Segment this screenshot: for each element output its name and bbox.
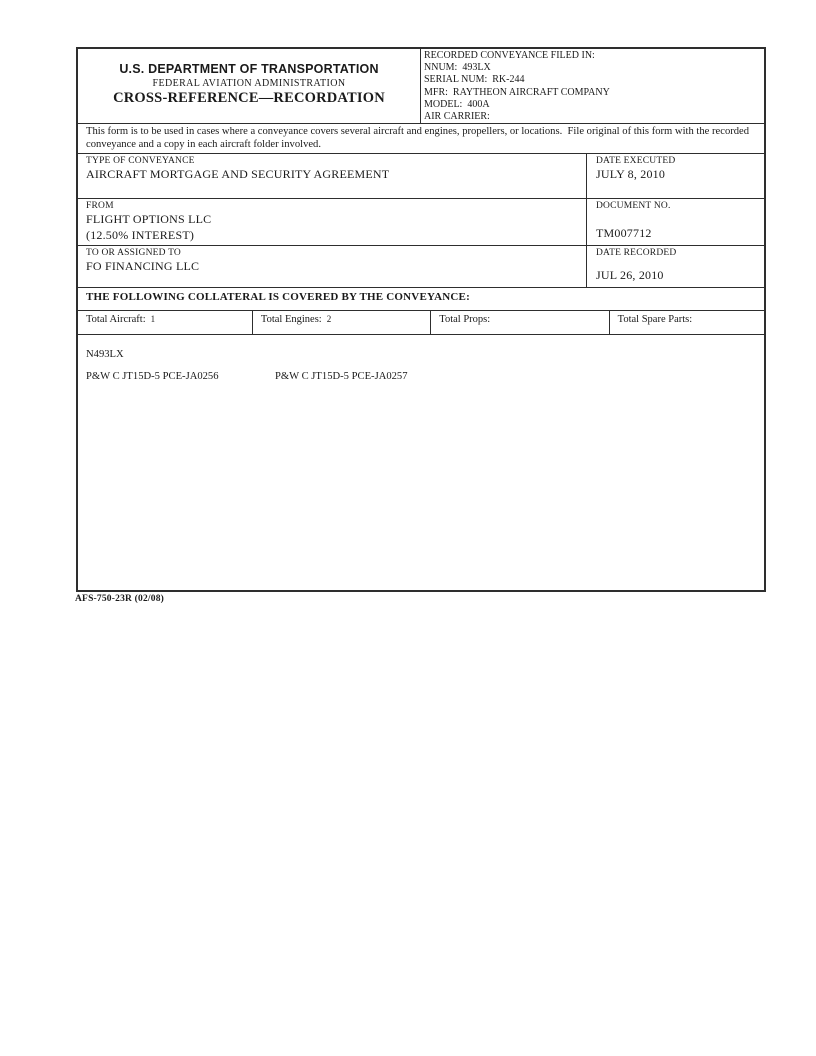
- recorded-box-title: RECORDED CONVEYANCE FILED IN:: [424, 50, 595, 61]
- from-value-line2: (12.50% INTEREST): [86, 228, 195, 243]
- totals-row: [78, 310, 764, 334]
- date-recorded-cell: [587, 246, 764, 287]
- total-engines-label: Total Engines:: [260, 314, 322, 326]
- department-title: U.S. DEPARTMENT OF TRANSPORTATION: [119, 61, 379, 76]
- total-spare-parts-cell: [610, 311, 764, 334]
- total-aircraft-label: Total Aircraft:: [86, 314, 146, 326]
- date-recorded-value: JUL 26, 2010: [596, 268, 664, 283]
- total-spare-parts-label: Total Spare Parts:: [617, 314, 693, 326]
- date-executed-cell: [587, 154, 764, 198]
- total-props-cell: [431, 311, 609, 334]
- form-box: [76, 47, 766, 592]
- recorded-box-air-carrier: AIR CARRIER:: [424, 111, 490, 123]
- to-or-assigned-cell: [78, 246, 587, 287]
- document-no-label: DOCUMENT NO.: [596, 201, 671, 212]
- collateral-area: [78, 334, 764, 590]
- date-recorded-label: DATE RECORDED: [596, 248, 677, 259]
- date-executed-value: JULY 8, 2010: [596, 167, 666, 182]
- to-or-assigned-value: FO FINANCING LLC: [86, 259, 200, 274]
- agency-header: [78, 49, 421, 123]
- from-value-line1: FLIGHT OPTIONS LLC: [86, 212, 212, 227]
- document-no-cell: [587, 199, 764, 245]
- row-to-or-assigned: [78, 245, 764, 287]
- date-executed-label: DATE EXECUTED: [596, 156, 676, 167]
- total-aircraft-cell: [78, 311, 253, 334]
- document-no-value: TM007712: [596, 226, 652, 241]
- row-from: [78, 198, 764, 245]
- type-of-conveyance-value: AIRCRAFT MORTGAGE AND SECURITY AGREEMENT: [86, 167, 390, 182]
- engine-1: P&W C JT15D-5 PCE-JA0256: [86, 371, 219, 383]
- total-engines-cell: [253, 311, 431, 334]
- to-or-assigned-label: TO OR ASSIGNED TO: [86, 248, 181, 259]
- recorded-box-nnum: NNUM: 493LX: [424, 62, 491, 74]
- recorded-box-model: MODEL: 400A: [424, 98, 490, 110]
- form-number-footer: AFS-750-23R (02/08): [75, 594, 165, 604]
- from-cell: [78, 199, 587, 245]
- total-aircraft-value: 1: [150, 314, 156, 325]
- form-title: CROSS-REFERENCE—RECORDATION: [113, 89, 385, 106]
- faa-subtitle: FEDERAL AVIATION ADMINISTRATION: [152, 77, 346, 89]
- total-engines-value: 2: [326, 314, 332, 325]
- recorded-conveyance-box: [421, 49, 764, 123]
- type-of-conveyance-cell: [78, 154, 587, 198]
- type-of-conveyance-label: TYPE OF CONVEYANCE: [86, 156, 195, 167]
- from-label: FROM: [86, 201, 114, 212]
- registration-number: N493LX: [86, 349, 124, 361]
- row-type-of-conveyance: [78, 153, 764, 198]
- recorded-box-serial: SERIAL NUM: RK-244: [424, 74, 525, 86]
- engines-line: [86, 371, 756, 382]
- total-props-label: Total Props:: [439, 314, 491, 326]
- form-header: [78, 49, 764, 123]
- collateral-section-header: THE FOLLOWING COLLATERAL IS COVERED BY THE CONVEYANCE:: [78, 287, 764, 310]
- recorded-box-mfr: MFR: RAYTHEON AIRCRAFT COMPANY: [424, 86, 610, 98]
- engine-2: P&W C JT15D-5 PCE-JA0257: [275, 371, 408, 383]
- instruction-text: This form is to be used in cases where a conveyance covers several aircraft and engines, propellers, or locations. File original of this form with the recorded conveyance and a copy in each aircraft folder involved.: [78, 123, 764, 153]
